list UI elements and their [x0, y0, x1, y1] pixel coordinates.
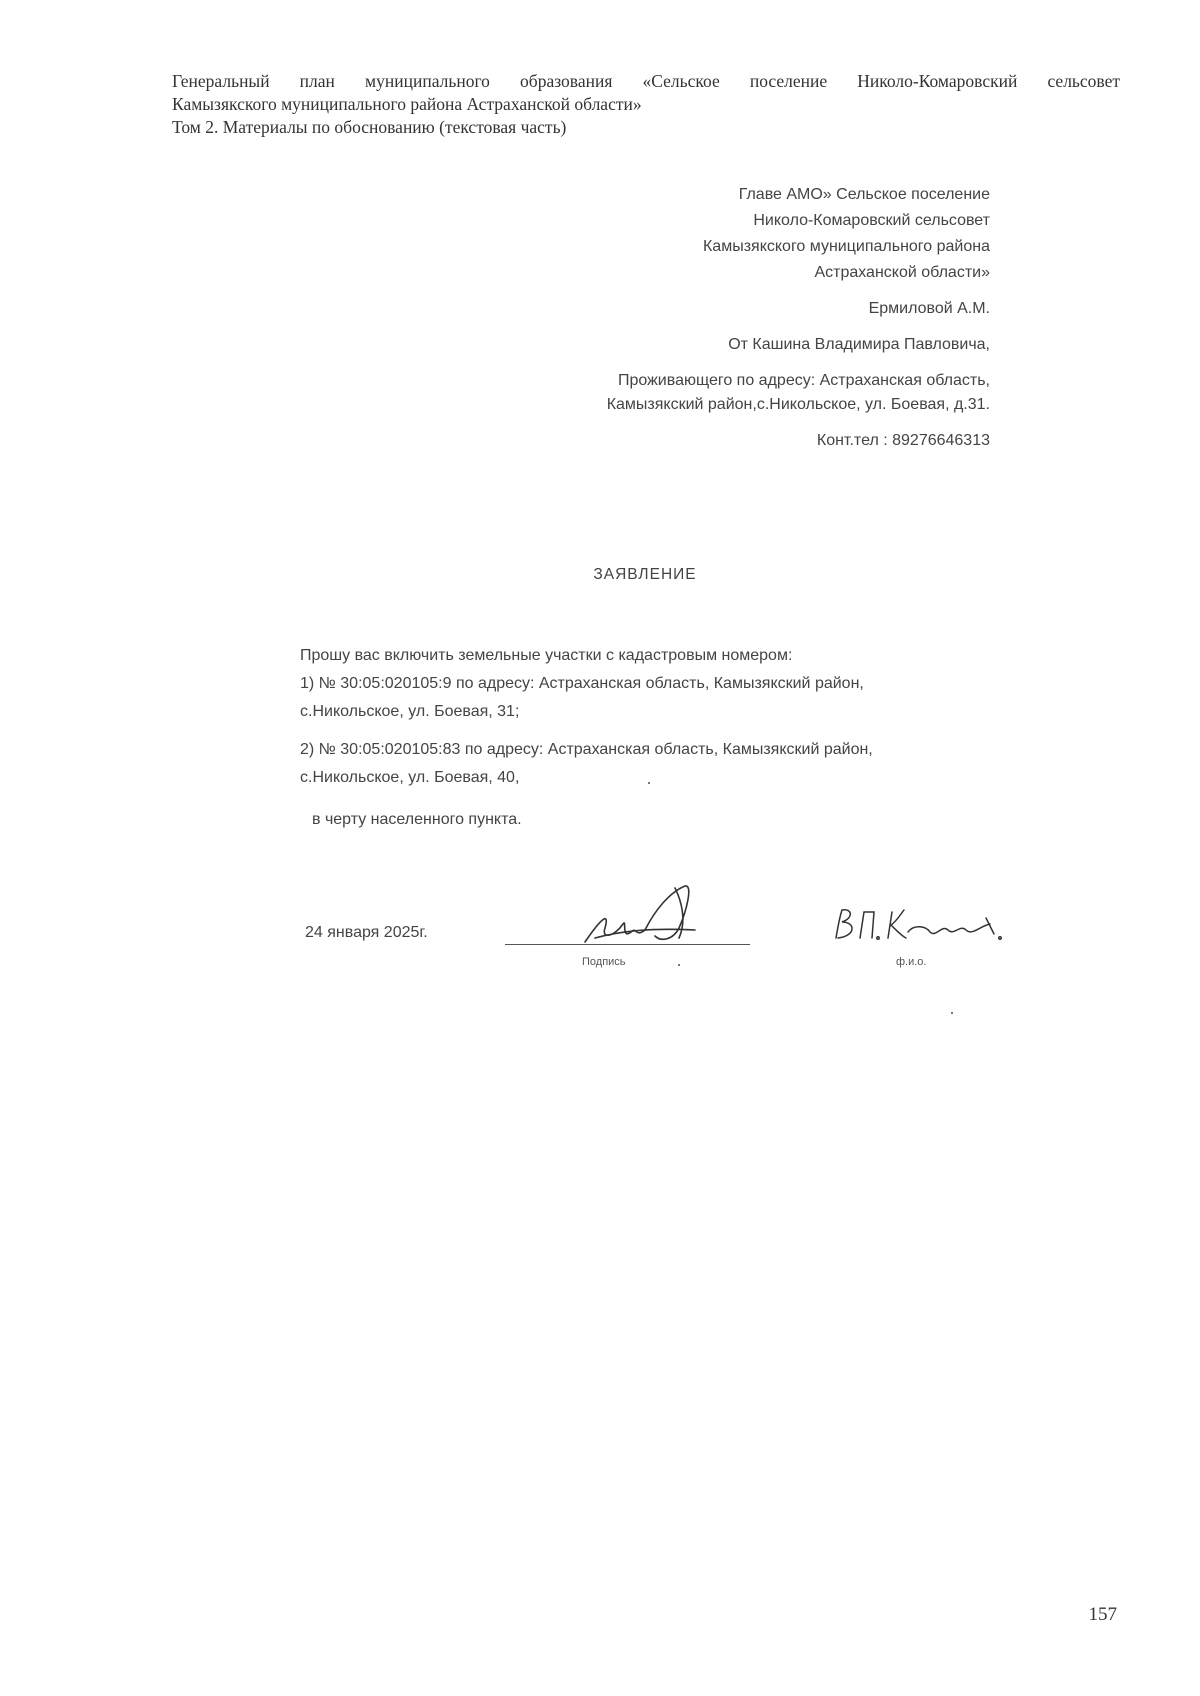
signature-date: 24 января 2025г. [305, 924, 428, 941]
signature-caption: Подпись [582, 956, 626, 968]
body-intro: Прошу вас включить земельные участки с кадастровым номером: [300, 647, 793, 664]
header-line-1: Генеральный план муниципального образования «Сельское поселение Николо-Комаровский сельсовет [172, 71, 1120, 91]
addressee-recipient: Ермиловой А.М. [868, 300, 990, 317]
scan-speck [951, 1012, 953, 1014]
applicant-phone: Конт.тел : 89276646313 [816, 432, 990, 449]
body-closing: в черту населенного пункта. [312, 811, 522, 828]
handwritten-signature [575, 880, 735, 960]
plot-2-line-2: с.Никольское, ул. Боевая, 40, [300, 769, 520, 786]
plot-1-line-2: с.Никольское, ул. Боевая, 31; [300, 703, 520, 720]
applicant-address-1: Проживающего по адресу: Астраханская область, [617, 372, 990, 389]
document-header [172, 70, 1120, 139]
addressee-line-1: Главе АМО» Сельское поселение [738, 186, 990, 203]
plot-2-line-1: 2) № 30:05:020105:83 по адресу: Астраханская область, Камызякский район, [300, 741, 873, 758]
handwritten-fio [830, 898, 1010, 948]
header-line-3: Том 2. Материалы по обоснованию (текстовая часть) [172, 117, 567, 137]
document-title: ЗАЯВЛЕНИЕ [593, 566, 697, 583]
addressee-line-4: Астраханской области» [814, 264, 990, 281]
addressee-line-2: Николо-Комаровский сельсовет [753, 212, 990, 229]
scan-speck [648, 782, 650, 784]
addressee-line-3: Камызякского муниципального района [702, 238, 990, 255]
header-line-2: Камызякского муниципального района Астраханской области» [172, 94, 642, 114]
applicant-name: От Кашина Владимира Павловича, [728, 336, 990, 353]
applicant-address-2: Камызякский район,с.Никольское, ул. Боевая, д.31. [606, 396, 990, 413]
fio-caption: ф.и.о. [896, 956, 927, 968]
page-number: 157 [1088, 1604, 1117, 1625]
signature-row [0, 880, 1200, 970]
scan-speck [678, 964, 680, 966]
plot-1-line-1: 1) № 30:05:020105:9 по адресу: Астраханская область, Камызякский район, [300, 675, 864, 692]
addressee-block [430, 182, 990, 450]
application-body [300, 642, 1000, 834]
